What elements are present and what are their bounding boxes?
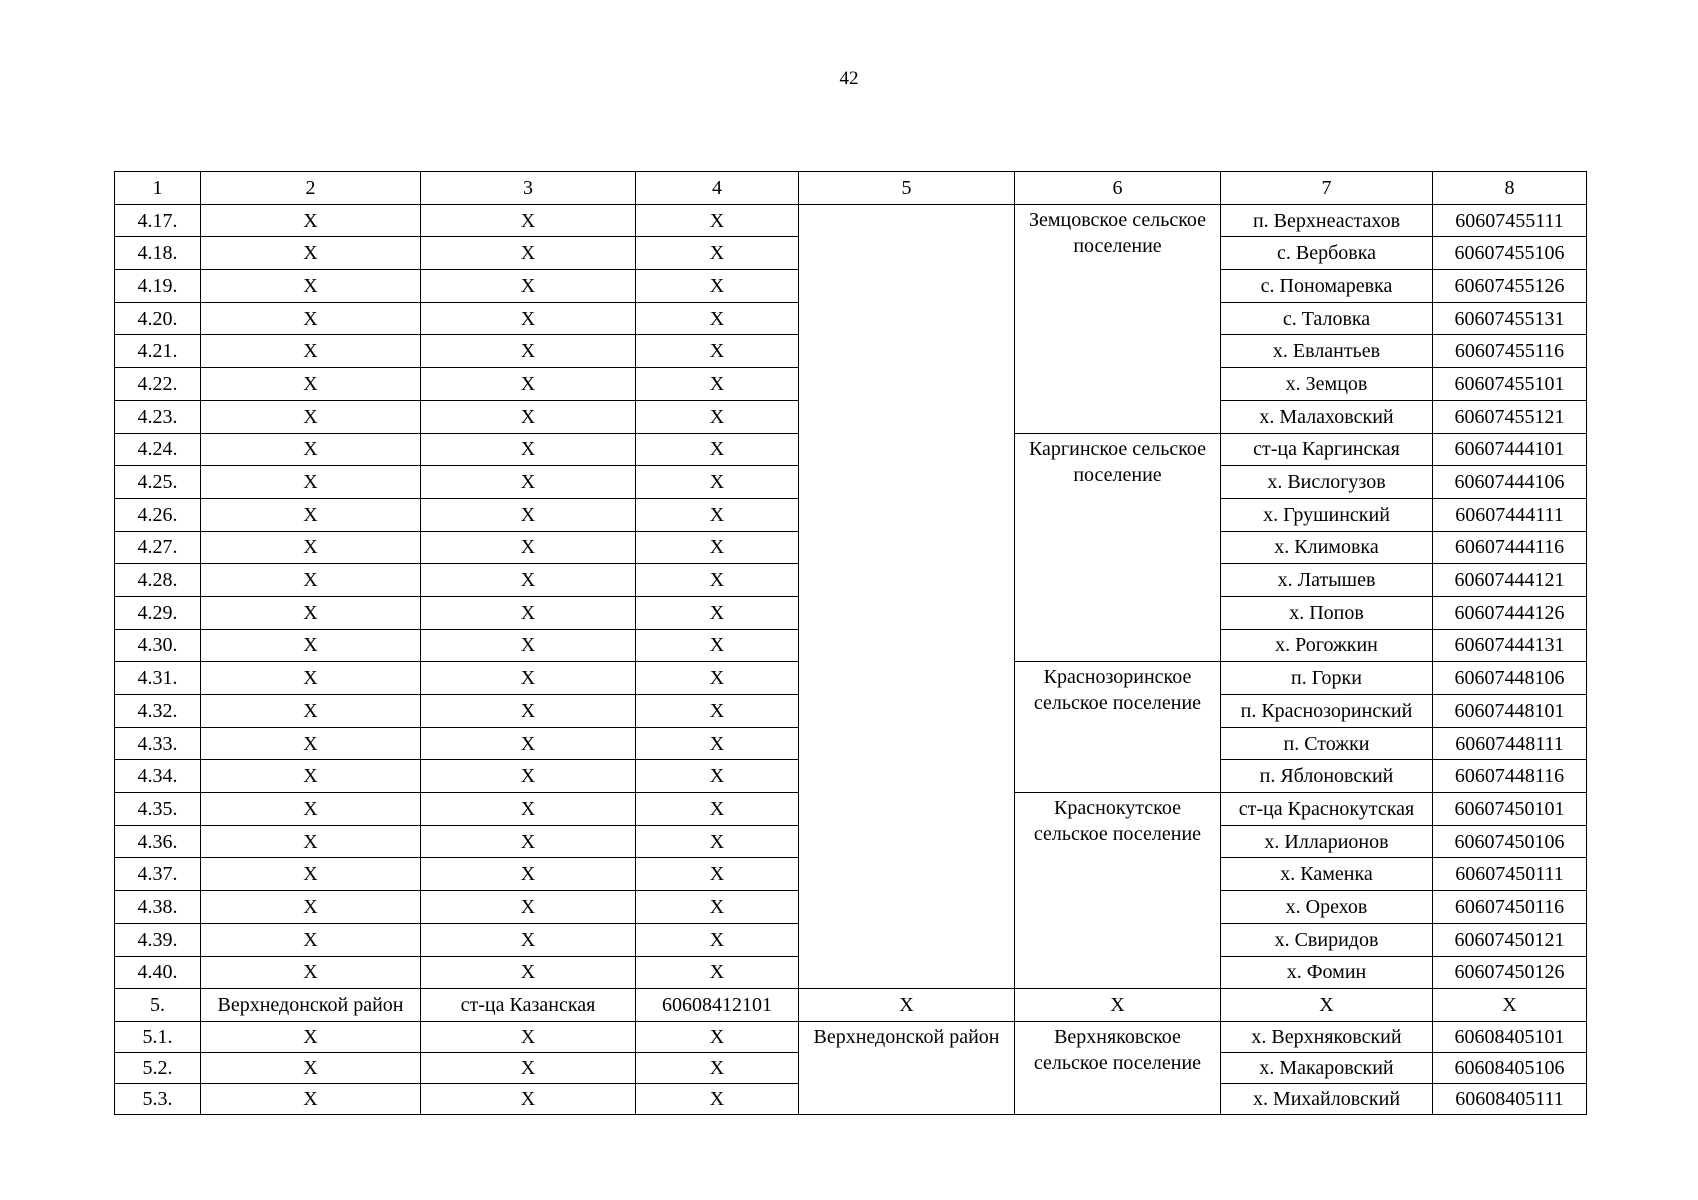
district-cell: X	[201, 793, 421, 826]
oktmo-cell: 60607455126	[1433, 270, 1587, 303]
locality-cell: х. Грушинский	[1221, 498, 1433, 531]
oktmo-center-cell: X	[636, 793, 799, 826]
oktmo-cell: 60607444116	[1433, 531, 1587, 564]
page-number: 42	[839, 68, 859, 89]
oktmo-cell: 60607444121	[1433, 564, 1587, 597]
oktmo-cell: 60607444131	[1433, 629, 1587, 662]
row-number: 4.33.	[115, 727, 201, 760]
row-number: 4.27.	[115, 531, 201, 564]
row-number: 4.24.	[115, 433, 201, 466]
oktmo-cell: 60607448116	[1433, 760, 1587, 793]
district-cell: X	[201, 1021, 421, 1052]
column-number-1: 1	[115, 172, 201, 205]
row-number: 4.26.	[115, 498, 201, 531]
locality-cell: х. Макаровский	[1221, 1052, 1433, 1083]
locality-cell: х. Каменка	[1221, 858, 1433, 891]
locality-cell: п. Краснозоринский	[1221, 695, 1433, 728]
locality-cell: х. Латышев	[1221, 564, 1433, 597]
oktmo-center-cell: X	[636, 956, 799, 989]
admin-center-cell: X	[421, 335, 636, 368]
column-5-cell: X	[799, 989, 1015, 1022]
locality-cell: ст-ца Краснокутская	[1221, 793, 1433, 826]
row-number: 4.36.	[115, 825, 201, 858]
locality-cell: х. Малаховский	[1221, 400, 1433, 433]
district-cell: X	[201, 825, 421, 858]
table-row	[115, 989, 1587, 1022]
locality-cell: х. Евлантьев	[1221, 335, 1433, 368]
district-cell: X	[201, 1083, 421, 1114]
row-number: 5.2.	[115, 1052, 201, 1083]
district-merged-cell: Верхнедонской район	[799, 1021, 1015, 1114]
row-number: 4.18.	[115, 237, 201, 270]
row-number: 4.35.	[115, 793, 201, 826]
row-number: 4.39.	[115, 923, 201, 956]
oktmo-center-cell: X	[636, 400, 799, 433]
locality-cell: X	[1221, 989, 1433, 1022]
district-cell: X	[201, 662, 421, 695]
oktmo-cell: 60607455131	[1433, 302, 1587, 335]
admin-center-cell: X	[421, 204, 636, 237]
settlement-merged-cell: Краснозоринское сельское поселение	[1015, 662, 1221, 793]
locality-cell: с. Таловка	[1221, 302, 1433, 335]
oktmo-cell: 60607450121	[1433, 923, 1587, 956]
district-cell: X	[201, 237, 421, 270]
locality-cell: х. Михайловский	[1221, 1083, 1433, 1114]
row-number: 4.37.	[115, 858, 201, 891]
district-cell: X	[201, 400, 421, 433]
oktmo-center-cell: X	[636, 629, 799, 662]
locality-cell: п. Верхнеастахов	[1221, 204, 1433, 237]
oktmo-center-cell: X	[636, 270, 799, 303]
column-number-3: 3	[421, 172, 636, 205]
column-number-6: 6	[1015, 172, 1221, 205]
column-number-7: 7	[1221, 172, 1433, 205]
locality-cell: х. Попов	[1221, 596, 1433, 629]
admin-center-cell: X	[421, 564, 636, 597]
admin-center-cell: X	[421, 368, 636, 401]
admin-center-cell: X	[421, 1021, 636, 1052]
locality-cell: х. Свиридов	[1221, 923, 1433, 956]
settlement-cell: X	[1015, 989, 1221, 1022]
oktmo-center-cell: X	[636, 302, 799, 335]
oktmo-cell: 60607450111	[1433, 858, 1587, 891]
column-5-empty-merged	[799, 204, 1015, 989]
oktmo-cell: 60608405106	[1433, 1052, 1587, 1083]
row-number: 4.17.	[115, 204, 201, 237]
district-cell: X	[201, 1052, 421, 1083]
district-cell: X	[201, 433, 421, 466]
settlement-merged-cell: Краснокутское сельское поселение	[1015, 793, 1221, 989]
oktmo-cell: 60607455111	[1433, 204, 1587, 237]
admin-center-cell: X	[421, 956, 636, 989]
oktmo-cell: 60607448106	[1433, 662, 1587, 695]
admin-center-cell: X	[421, 596, 636, 629]
locality-cell: п. Стожки	[1221, 727, 1433, 760]
table-header-row	[115, 172, 1587, 205]
oktmo-cell: 60607444101	[1433, 433, 1587, 466]
row-number: 4.30.	[115, 629, 201, 662]
oktmo-cell: 60607448111	[1433, 727, 1587, 760]
row-number: 4.40.	[115, 956, 201, 989]
admin-center-cell: X	[421, 1052, 636, 1083]
admin-center-cell: X	[421, 466, 636, 499]
oktmo-cell: 60607444126	[1433, 596, 1587, 629]
table-row	[115, 1021, 1587, 1052]
admin-center-cell: X	[421, 498, 636, 531]
oktmo-center-cell: X	[636, 335, 799, 368]
row-number: 4.25.	[115, 466, 201, 499]
district-cell: X	[201, 891, 421, 924]
district-cell: X	[201, 531, 421, 564]
district-cell: X	[201, 858, 421, 891]
admin-center-cell: X	[421, 793, 636, 826]
oktmo-cell: 60607455101	[1433, 368, 1587, 401]
row-number: 4.38.	[115, 891, 201, 924]
admin-center-cell: X	[421, 433, 636, 466]
district-cell: X	[201, 466, 421, 499]
oktmo-center-cell: X	[636, 1083, 799, 1114]
locality-cell: х. Земцов	[1221, 368, 1433, 401]
column-number-8: 8	[1433, 172, 1587, 205]
district-cell: X	[201, 498, 421, 531]
column-number-2: 2	[201, 172, 421, 205]
row-number: 4.29.	[115, 596, 201, 629]
district-cell: Верхнедонской район	[201, 989, 421, 1022]
district-cell: X	[201, 564, 421, 597]
admin-center-cell: X	[421, 727, 636, 760]
locality-cell: п. Горки	[1221, 662, 1433, 695]
district-cell: X	[201, 204, 421, 237]
row-number: 5.1.	[115, 1021, 201, 1052]
district-cell: X	[201, 923, 421, 956]
locality-cell: ст-ца Каргинская	[1221, 433, 1433, 466]
admin-center-cell: X	[421, 760, 636, 793]
oktmo-cell: 60608405111	[1433, 1083, 1587, 1114]
oktmo-cell: 60608405101	[1433, 1021, 1587, 1052]
oktmo-center-cell: X	[636, 204, 799, 237]
admin-center-cell: X	[421, 1083, 636, 1114]
settlements-table	[114, 171, 1587, 1115]
district-cell: X	[201, 596, 421, 629]
oktmo-center-cell: X	[636, 695, 799, 728]
district-cell: X	[201, 335, 421, 368]
admin-center-cell: ст-ца Казанская	[421, 989, 636, 1022]
oktmo-center-cell: X	[636, 727, 799, 760]
district-cell: X	[201, 629, 421, 662]
settlement-merged-cell: Верхняковское сельское поселение	[1015, 1021, 1221, 1114]
admin-center-cell: X	[421, 237, 636, 270]
admin-center-cell: X	[421, 825, 636, 858]
oktmo-cell: 60607455116	[1433, 335, 1587, 368]
oktmo-center-cell: X	[636, 531, 799, 564]
admin-center-cell: X	[421, 891, 636, 924]
admin-center-cell: X	[421, 858, 636, 891]
row-number: 4.21.	[115, 335, 201, 368]
oktmo-center-cell: X	[636, 825, 799, 858]
oktmo-cell: 60607444106	[1433, 466, 1587, 499]
oktmo-cell: 60607448101	[1433, 695, 1587, 728]
oktmo-center-cell: X	[636, 891, 799, 924]
row-number: 4.20.	[115, 302, 201, 335]
row-number: 4.31.	[115, 662, 201, 695]
locality-cell: п. Яблоновский	[1221, 760, 1433, 793]
column-number-5: 5	[799, 172, 1015, 205]
oktmo-center-cell: X	[636, 1052, 799, 1083]
oktmo-center-cell: 60608412101	[636, 989, 799, 1022]
oktmo-center-cell: X	[636, 368, 799, 401]
table-row	[115, 204, 1587, 237]
admin-center-cell: X	[421, 695, 636, 728]
settlement-merged-cell: Каргинское сельское поселение	[1015, 433, 1221, 662]
district-cell: X	[201, 695, 421, 728]
oktmo-center-cell: X	[636, 433, 799, 466]
oktmo-center-cell: X	[636, 237, 799, 270]
locality-cell: с. Пономаревка	[1221, 270, 1433, 303]
oktmo-center-cell: X	[636, 596, 799, 629]
oktmo-center-cell: X	[636, 923, 799, 956]
row-number: 5.	[115, 989, 201, 1022]
oktmo-cell: 60607444111	[1433, 498, 1587, 531]
admin-center-cell: X	[421, 662, 636, 695]
admin-center-cell: X	[421, 270, 636, 303]
oktmo-cell: 60607455106	[1433, 237, 1587, 270]
oktmo-center-cell: X	[636, 564, 799, 597]
district-cell: X	[201, 302, 421, 335]
oktmo-cell: 60607450106	[1433, 825, 1587, 858]
column-number-4: 4	[636, 172, 799, 205]
admin-center-cell: X	[421, 629, 636, 662]
row-number: 4.23.	[115, 400, 201, 433]
oktmo-center-cell: X	[636, 1021, 799, 1052]
row-number: 4.19.	[115, 270, 201, 303]
district-cell: X	[201, 956, 421, 989]
district-cell: X	[201, 760, 421, 793]
oktmo-cell: X	[1433, 989, 1587, 1022]
row-number: 4.28.	[115, 564, 201, 597]
oktmo-center-cell: X	[636, 760, 799, 793]
oktmo-center-cell: X	[636, 498, 799, 531]
district-cell: X	[201, 368, 421, 401]
oktmo-cell: 60607450101	[1433, 793, 1587, 826]
locality-cell: х. Рогожкин	[1221, 629, 1433, 662]
district-cell: X	[201, 727, 421, 760]
admin-center-cell: X	[421, 531, 636, 564]
admin-center-cell: X	[421, 400, 636, 433]
locality-cell: х. Вислогузов	[1221, 466, 1433, 499]
row-number: 4.32.	[115, 695, 201, 728]
locality-cell: с. Вербовка	[1221, 237, 1433, 270]
locality-cell: х. Климовка	[1221, 531, 1433, 564]
district-cell: X	[201, 270, 421, 303]
locality-cell: х. Фомин	[1221, 956, 1433, 989]
locality-cell: х. Орехов	[1221, 891, 1433, 924]
locality-cell: х. Верхняковский	[1221, 1021, 1433, 1052]
settlement-merged-cell: Земцовское сельское поселение	[1015, 204, 1221, 433]
oktmo-center-cell: X	[636, 466, 799, 499]
admin-center-cell: X	[421, 923, 636, 956]
locality-cell: х. Илларионов	[1221, 825, 1433, 858]
oktmo-cell: 60607450116	[1433, 891, 1587, 924]
row-number: 4.22.	[115, 368, 201, 401]
row-number: 5.3.	[115, 1083, 201, 1114]
row-number: 4.34.	[115, 760, 201, 793]
oktmo-cell: 60607450126	[1433, 956, 1587, 989]
oktmo-center-cell: X	[636, 662, 799, 695]
admin-center-cell: X	[421, 302, 636, 335]
oktmo-center-cell: X	[636, 858, 799, 891]
oktmo-cell: 60607455121	[1433, 400, 1587, 433]
